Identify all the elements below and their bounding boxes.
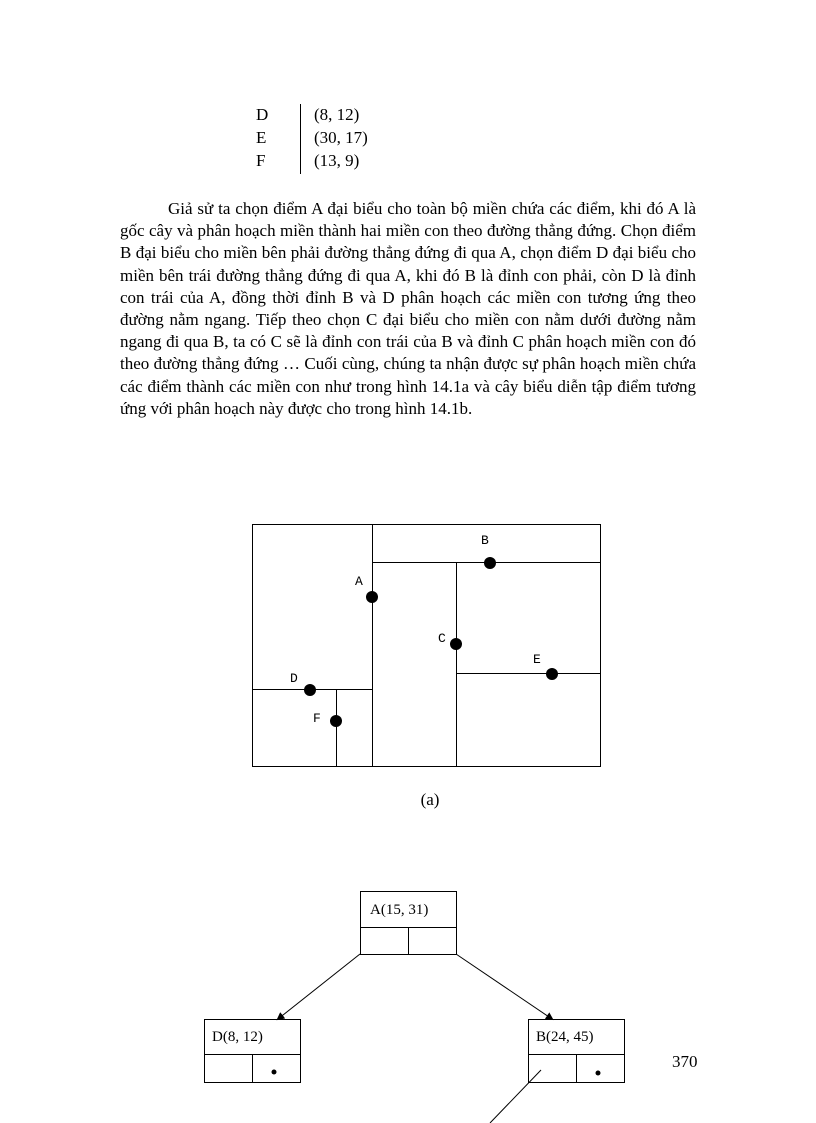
label-a: A: [355, 574, 363, 589]
null-pointer-dot: [272, 1070, 277, 1075]
point-name: F: [256, 151, 266, 170]
tree-left-label: D(8, 12): [212, 1029, 263, 1045]
point-name: D: [256, 105, 269, 124]
point-coord: (8, 12): [314, 105, 360, 124]
tree-right-label: B(24, 45): [536, 1029, 594, 1045]
label-d: D: [290, 671, 298, 686]
body-paragraph: Giả sử ta chọn điểm A đại biểu cho toàn bộ miền chứa các điểm, khi đó A là gốc cây và phân hoạch miền thành hai miền con theo đường thẳng đứng. Chọn điểm B đại biểu cho miền bên phải đường thẳng đứng đi qua A, chọn điểm D đại biểu cho miền bên trái đường thẳng đứng đi qua A, khi đó B là đỉnh con phải, còn D là đỉnh con trái của A, đồng thời đỉnh B và D phân hoạch các miền con tương ứng theo đường nằm ngang. Tiếp theo chọn C đại biểu cho miền con nằm dưới đường nằm ngang đi qua B, ta có C sẽ là đỉnh con trái của B và đỉnh C phân hoạch miền con đó theo đường thẳng đứng … Cuối cùng, chúng ta nhận được sự phân hoạch miền chứa các điểm thành các miền con như trong hình 14.1a và cây biểu diễn tập điểm tương ứng với phân hoạch này được cho trong hình 14.1b.: [120, 199, 696, 418]
point-coord: (13, 9): [314, 151, 360, 170]
label-e: E: [533, 652, 541, 667]
edge-b-c: [490, 1070, 541, 1123]
point-name: E: [256, 128, 267, 147]
tree-root-label: A(15, 31): [370, 902, 429, 918]
label-f: F: [313, 711, 321, 726]
label-c: C: [438, 631, 446, 646]
figure-caption: (a): [420, 790, 440, 809]
label-b: B: [481, 533, 489, 548]
null-pointer-dot: [596, 1071, 601, 1076]
page-number: 370: [672, 1052, 698, 1071]
point-coord: (30, 17): [314, 128, 368, 147]
edge-a-d: [278, 954, 360, 1019]
edge-a-b: [456, 954, 552, 1019]
